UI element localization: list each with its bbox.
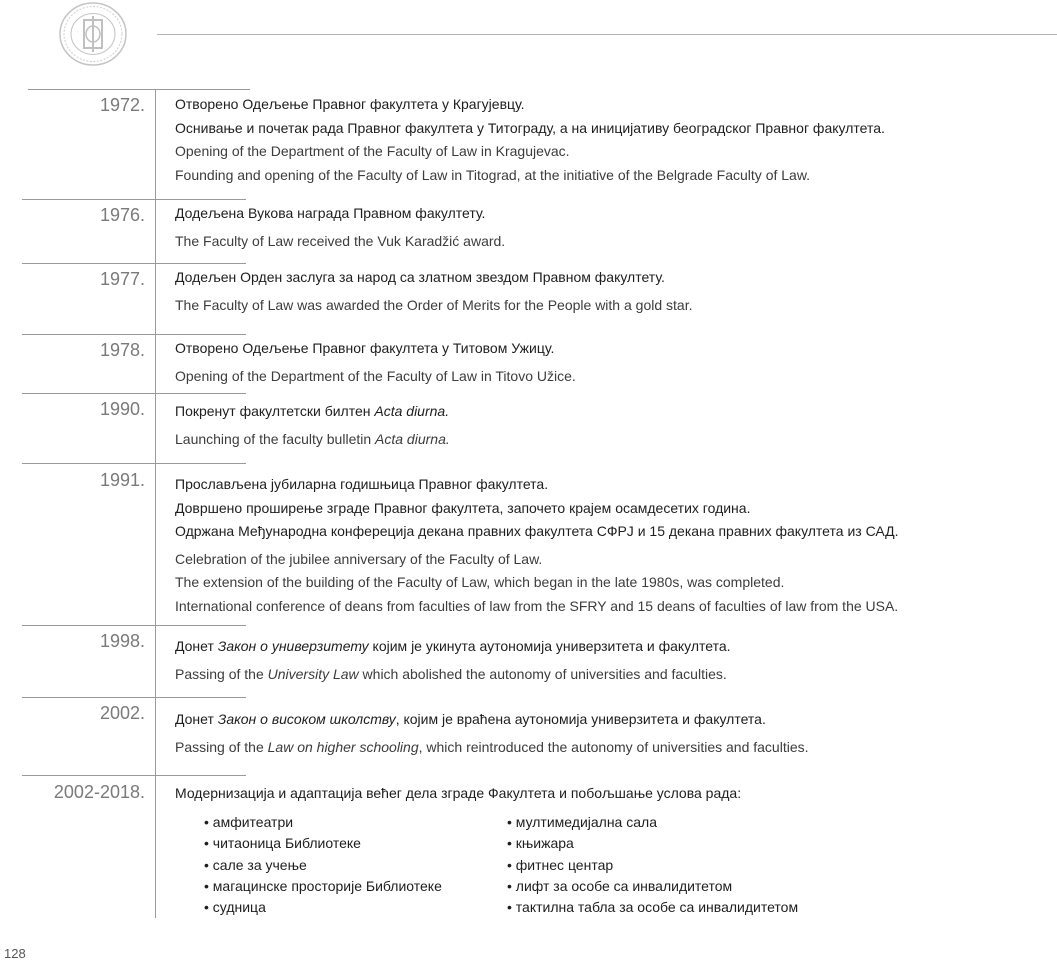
improvements-list-right [507, 812, 798, 918]
list-item: • фитнес центар [507, 856, 614, 873]
timeline-entry-2002 [175, 708, 1035, 759]
year-label: 1978. [99, 340, 145, 360]
entry-text-en: The Faculty of Law was awarded the Order of Merits for the People with a gold star. [175, 296, 693, 313]
timeline-entry-1977 [175, 266, 1035, 317]
list-item: • лифт за особе са инвалидитетом [507, 877, 733, 894]
entry-text-en: Passing of the Law on higher schooling, which reintroduced the autonomy of universities and faculties. [175, 738, 809, 755]
entry-text-en: Founding and opening of the Faculty of Law in Titograd, at the initiative of the Belgrade Faculty of Law. [175, 166, 811, 183]
separator [22, 393, 246, 394]
timeline-entry-1990 [175, 400, 1035, 451]
entry-text-en: Passing of the University Law which abolished the autonomy of universities and faculties. [175, 665, 727, 682]
entry-text-sr: Додељен Орден заслуга за народ са златном звездом Правном факултету. [175, 269, 665, 285]
separator [22, 463, 246, 464]
list-item: • тактилна табла за особе са инвалидитетом [507, 899, 799, 916]
separator [28, 89, 250, 90]
entry-text-sr: Отворено Одељење Правног факултета у Крагујевцу. [175, 96, 525, 112]
entry-text-sr: Одржана Међународна конферецијa декана правних факултета СФРЈ и 15 декана правних факултета из САД. [175, 523, 899, 539]
list-item: • магацинске просторије Библиотеке [204, 877, 442, 894]
list-item: • мултимедијална сала [507, 814, 657, 830]
entry-text-en: Opening of the Department of the Faculty of Law in Kragujevac. [175, 143, 570, 159]
separator [22, 263, 246, 264]
timeline-entry-1998 [175, 635, 1035, 686]
entry-text-en: Celebration of the jubilee anniversary of the Faculty of Law. [175, 550, 543, 567]
year-label: 1990. [99, 399, 145, 419]
separator [22, 697, 246, 698]
entry-text-sr: Прослављена јубиларна годишњица Правног факултета. [175, 476, 549, 492]
entry-text-en: International conference of deans from faculties of law from the SFRY and 15 deans of faculties of law from the USA. [175, 597, 899, 614]
separator [22, 334, 246, 335]
list-item: • читаоница Библиотеке [204, 835, 361, 852]
separator [22, 625, 246, 626]
year-label: 1972. [99, 95, 145, 115]
timeline-entry-1978 [175, 337, 1035, 388]
year-label: 2002-2018. [53, 782, 145, 802]
improvements-list-left [204, 812, 442, 918]
timeline-entry-2002-2018 [175, 782, 1035, 806]
entry-text-sr: Донет Закон о високом школству, којим је враћена аутономија универзитета и факултета. [175, 711, 766, 727]
separator [22, 775, 246, 776]
entry-text-en: The Faculty of Law received the Vuk Karadžić award. [175, 232, 506, 249]
year-label: 1977. [99, 269, 145, 289]
year-label: 1991. [99, 470, 145, 490]
page-number: 128 [4, 946, 26, 961]
entry-text-sr: Покренут факултетски билтен Acta diurna. [175, 403, 450, 419]
entry-text-sr: Довршено проширење зграде Правног факултета, започето крајем осамдесетих година. [175, 499, 751, 516]
timeline-entry-1972 [175, 93, 1035, 187]
university-seal-logo [58, 1, 128, 67]
list-item: • судница [204, 899, 266, 916]
list-item: • сале за учење [204, 856, 307, 873]
entry-text-sr: Донет Закон о универзитету којим је укинута аутономија универзитета и факултета. [175, 638, 731, 654]
year-label: 1998. [99, 631, 145, 651]
list-item: • амфитеатри [204, 814, 294, 830]
entry-text-en: The extension of the building of the Faculty of Law, which began in the late 1980s, was completed. [175, 574, 785, 590]
timeline-entry-1976 [175, 202, 1035, 253]
year-label: 1976. [99, 205, 145, 225]
entry-text-sr: Оснивање и почетак рада Правног факултета у Титограду, а на иницијативу београдског Правног факултета. [175, 119, 885, 136]
entry-text-en: Launching of the faculty bulletin Acta diurna. [175, 430, 450, 447]
entry-text-sr: Додељена Вукова награда Правном факултету. [175, 205, 486, 221]
entry-text-en: Opening of the Department of the Faculty of Law in Titovo Užice. [175, 367, 576, 384]
separator [22, 199, 246, 200]
timeline-vertical-line [155, 90, 156, 918]
header-rule [157, 34, 1057, 35]
timeline-entry-1991 [175, 473, 1035, 618]
entry-text-sr: Модернизација и адаптација већег дела зграде Факултета и побољшање услова рада: [175, 785, 742, 801]
list-item: • књижара [507, 835, 574, 852]
entry-text-sr: Отворено Одељење Правног факултета у Титовом Ужицу. [175, 340, 555, 356]
year-label: 2002. [99, 703, 145, 723]
